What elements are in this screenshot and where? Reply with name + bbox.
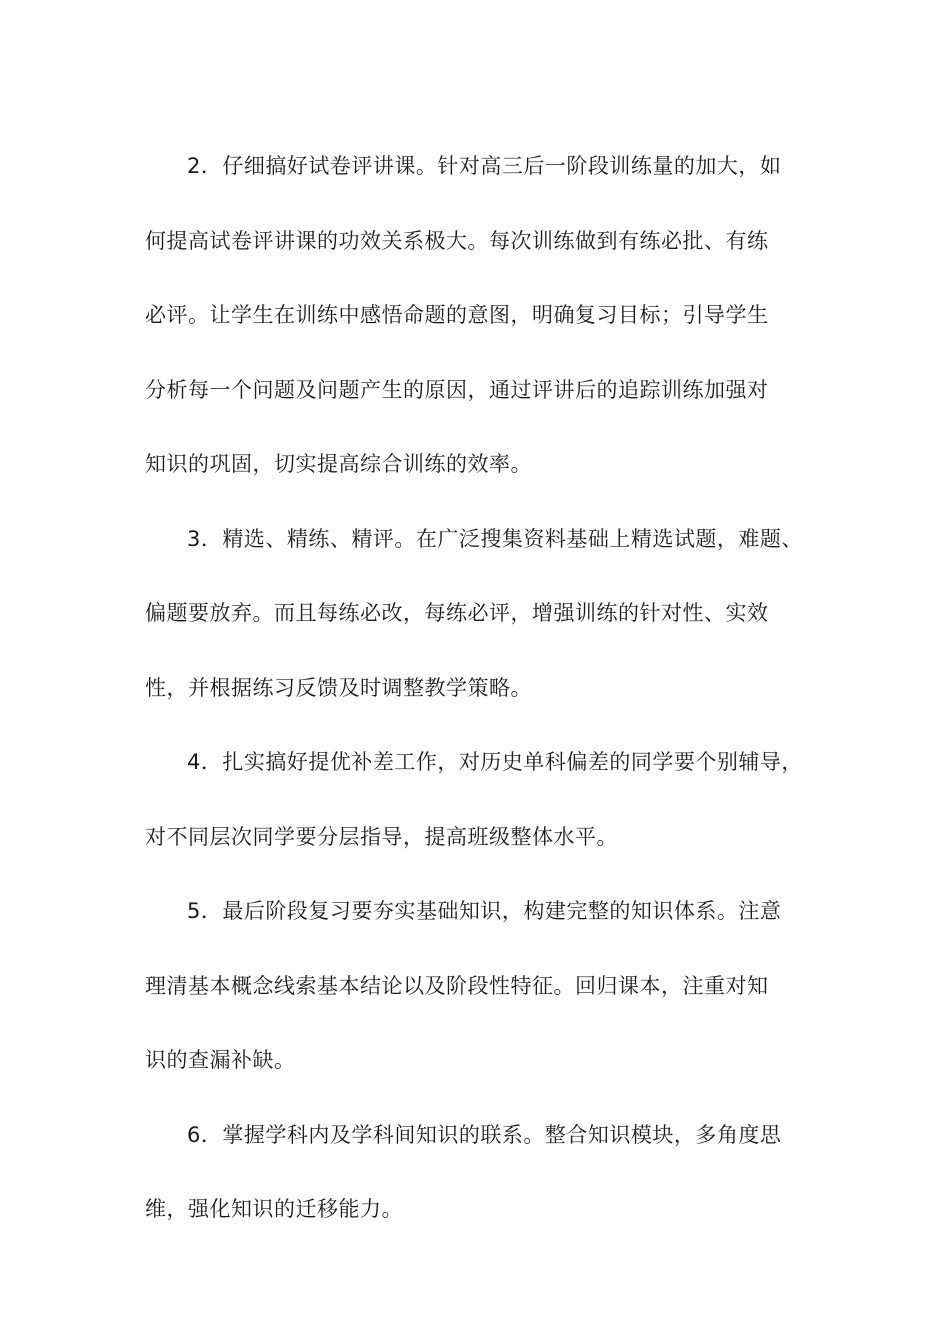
text-line: 6．掌握学科内及学科间知识的联系。整合知识模块，多角度思 (187, 1122, 782, 1147)
text-line: 性，并根据练习反馈及时调整教学策略。 (145, 675, 532, 700)
text-line: 对不同层次同学要分层指导，提高班级整体水平。 (145, 824, 618, 849)
text-line: 必评。让学生在训练中感悟命题的意图，明确复习目标；引导学生 (145, 303, 769, 327)
paragraph-item-4 (145, 725, 825, 874)
text-line: 5．最后阶段复习要夯实基础知识，构建完整的知识体系。注意 (187, 899, 782, 923)
paragraph-item-6 (145, 1098, 825, 1247)
text-line: 3．精选、精练、精评。在广泛搜集资料基础上精选试题，难题、 (187, 526, 803, 551)
document-body (145, 129, 825, 1247)
paragraph-item-3 (145, 502, 825, 726)
paragraph-item-2 (145, 129, 825, 502)
text-line: 4．扎实搞好提优补差工作，对历史单科偏差的同学要个别辅导， (187, 750, 803, 774)
text-line: 2．仔细搞好试卷评讲课。针对高三后一阶段训练量的加大，如 (187, 154, 782, 178)
text-line: 偏题要放弃。而且每练必改，每练必评，增强训练的针对性、实效 (145, 601, 769, 625)
text-line: 何提高试卷评讲课的功效关系极大。每次训练做到有练必批、有练 (145, 228, 769, 253)
text-line: 识的查漏补缺。 (145, 1048, 296, 1072)
text-line: 知识的巩固，切实提高综合训练的效率。 (145, 452, 532, 476)
text-line: 理清基本概念线索基本结论以及阶段性特征。回归课本，注重对知 (145, 973, 769, 998)
text-line: 维，强化知识的迁移能力。 (145, 1197, 403, 1221)
paragraph-item-5 (145, 874, 825, 1098)
text-line: 分析每一个问题及问题产生的原因，通过评讲后的追踪训练加强对 (145, 377, 769, 402)
